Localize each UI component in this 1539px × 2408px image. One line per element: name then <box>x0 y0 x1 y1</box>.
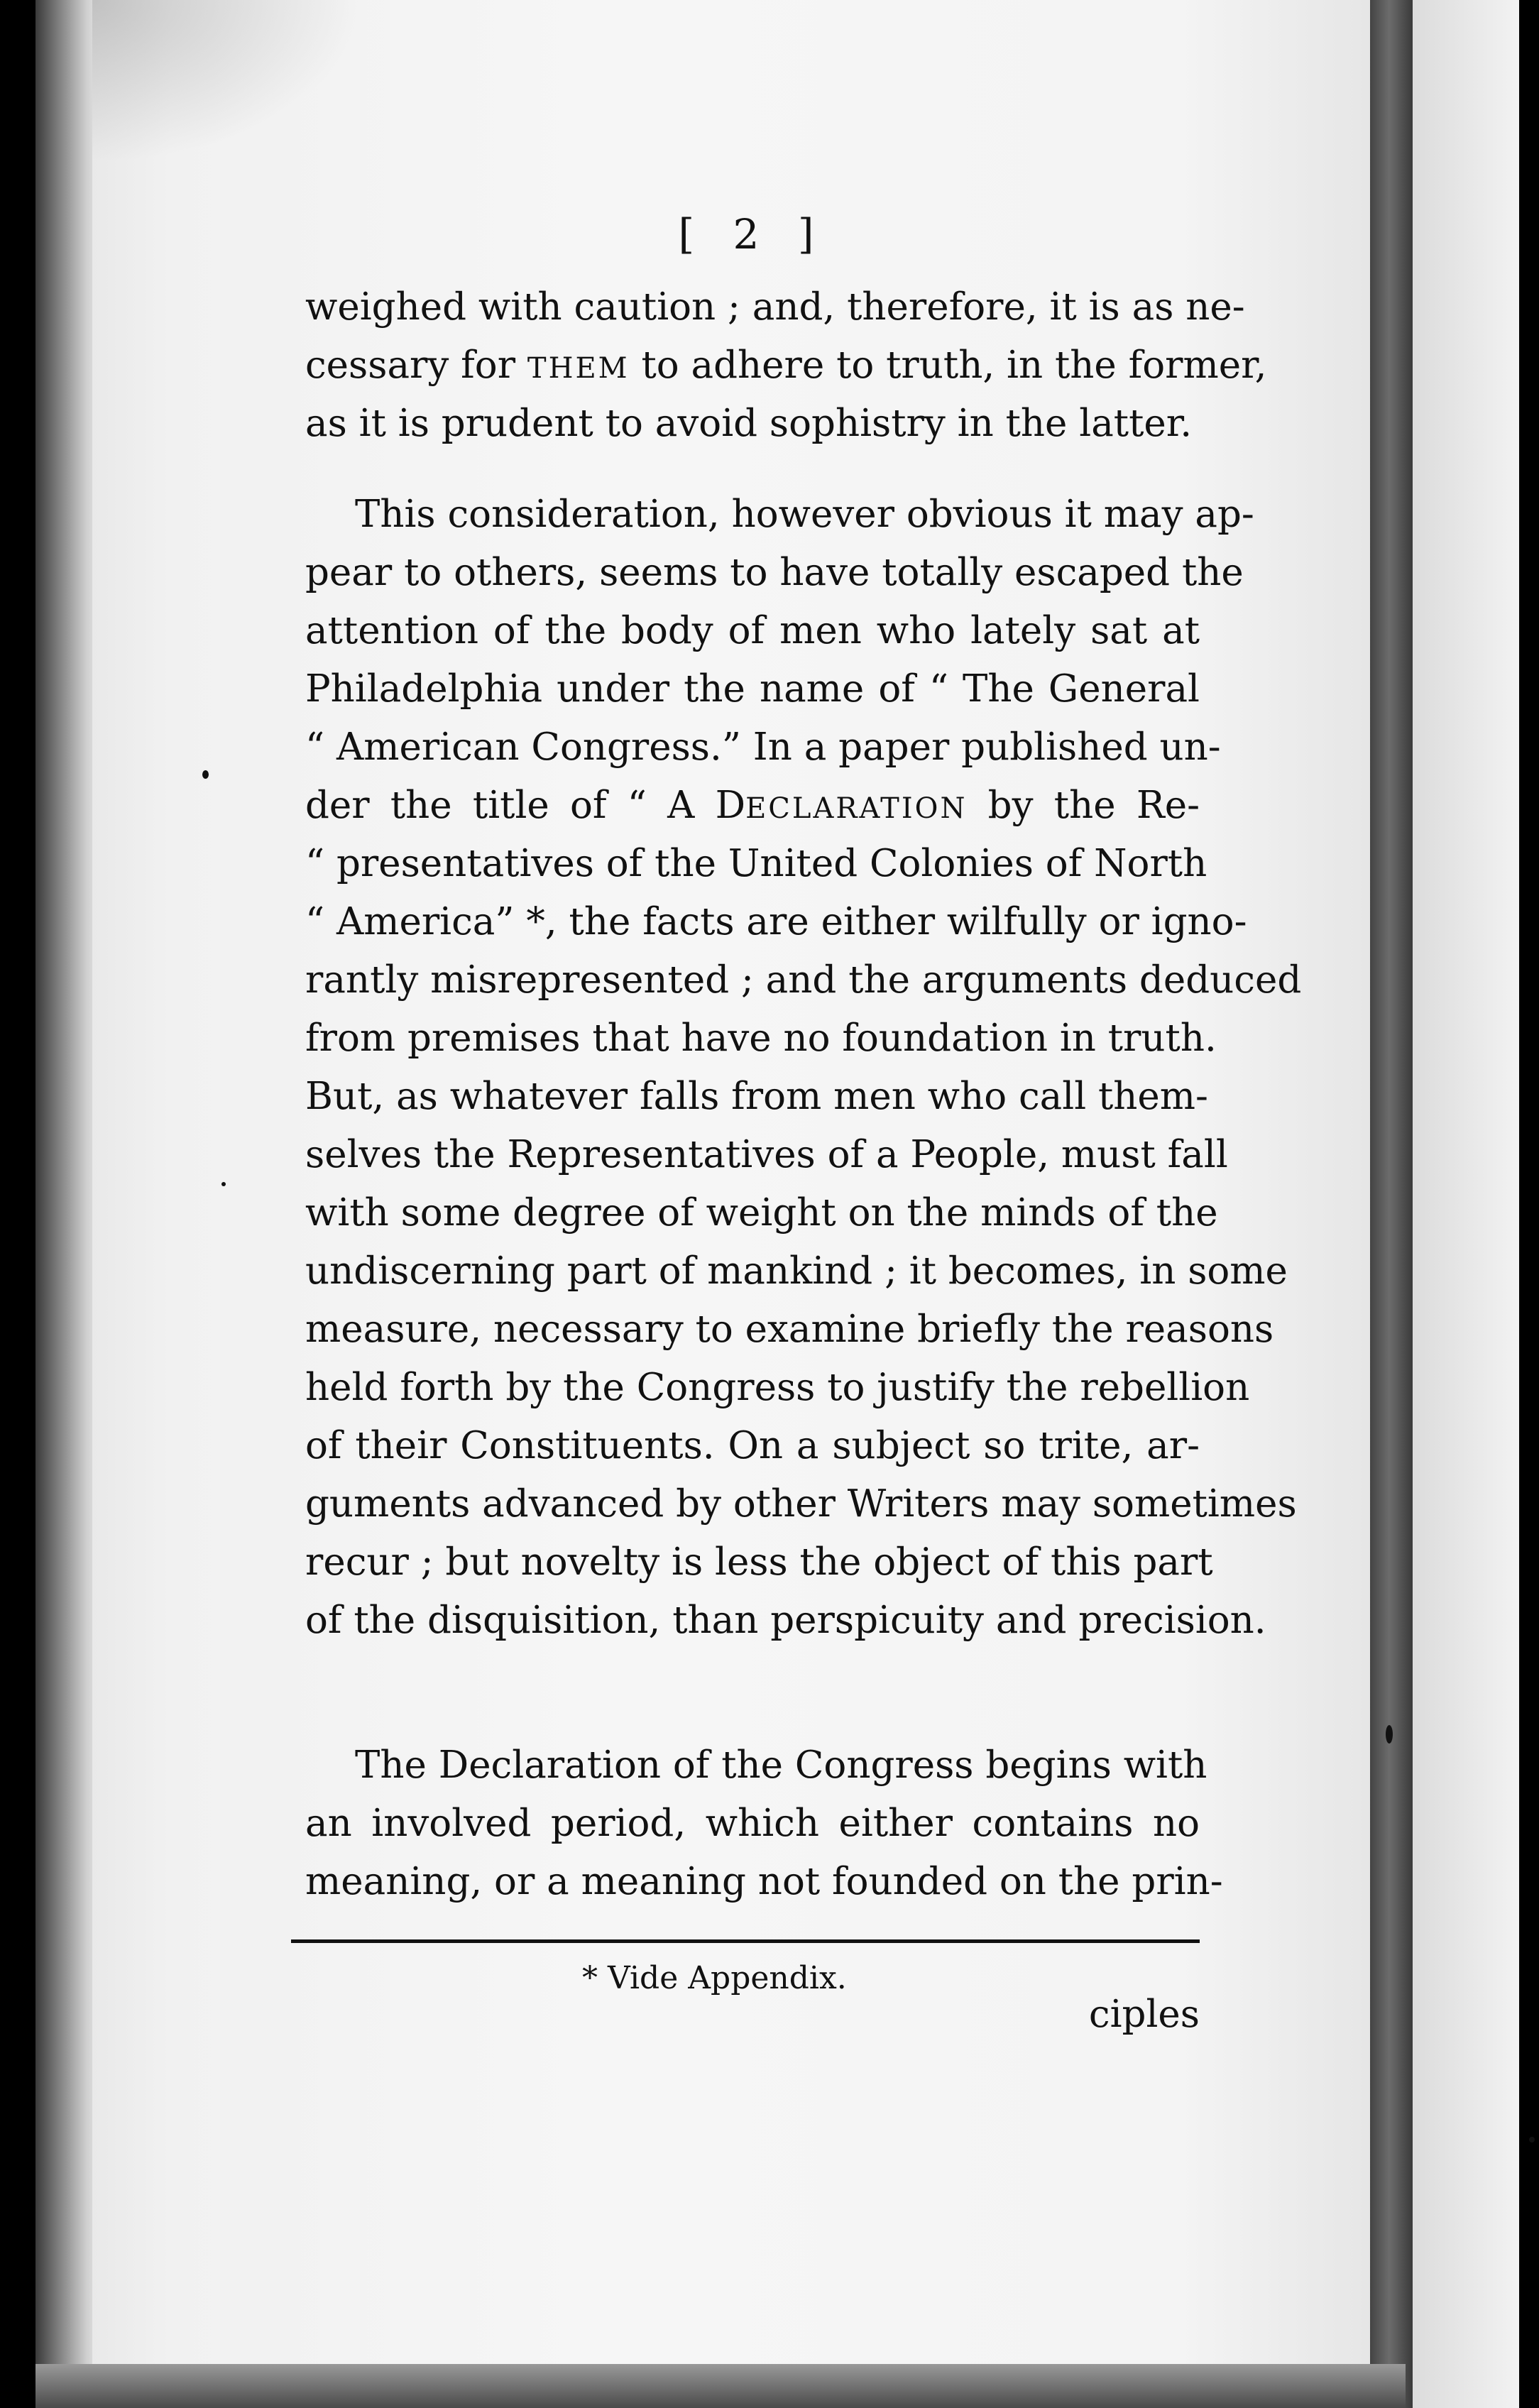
catchword: ciples <box>1088 1993 1200 2036</box>
paragraph-continuation <box>305 278 1267 453</box>
text-line: This consideration, however obvious it may ap- <box>355 493 1254 536</box>
text-line: as it is prudent to avoid sophistry in the latter. <box>305 402 1193 445</box>
text-line: weighed with caution ; and, therefore, it is as ne- <box>305 285 1245 329</box>
text-line: undiscerning part of mankind ; it becomes, in some <box>305 1249 1288 1293</box>
corner-stain <box>92 0 362 163</box>
text-line: recur ; but novelty is less the object of this part <box>305 1540 1213 1584</box>
binding-shadow <box>35 0 99 2408</box>
text-line: with some degree of weight on the minds of the <box>305 1191 1218 1235</box>
small-caps-word: ECLARATION <box>745 792 968 825</box>
text-line: measure, necessary to examine briefly the reasons <box>305 1308 1274 1351</box>
paragraph-consideration <box>305 486 1302 1650</box>
ink-speck <box>1529 2137 1535 2142</box>
text-line: der the title of “ A DECLARATION by the Re- <box>305 784 1200 827</box>
text-line: “ presentatives of the United Colonies of North <box>305 842 1207 885</box>
ink-speck <box>1386 1725 1393 1744</box>
paragraph-declaration <box>305 1736 1223 1911</box>
text-line: of the disquisition, than perspicuity and precision. <box>305 1599 1266 1642</box>
facing-page-edge <box>1413 0 1519 2408</box>
text-line: pear to others, seems to have totally escaped the <box>305 551 1244 594</box>
text-line: “ American Congress.” In a paper published un- <box>305 726 1221 769</box>
text-line: The Declaration of the Congress begins with <box>355 1744 1207 1787</box>
scan-left-border <box>0 0 35 2408</box>
text-line: held forth by the Congress to justify the rebellion <box>305 1366 1250 1409</box>
scan-right-border <box>1519 0 1539 2408</box>
page-bottom-edge <box>35 2364 1406 2408</box>
text-line: of their Constituents. On a subject so trite, ar- <box>305 1424 1200 1467</box>
text-line: rantly misrepresented ; and the arguments deduced <box>305 958 1302 1002</box>
text-line: attention of the body of men who lately sat at <box>305 609 1200 652</box>
text-line: an involved period, which either contains no <box>305 1802 1200 1845</box>
small-caps-word: THEM <box>527 352 630 385</box>
ink-speck <box>202 770 209 779</box>
footnote-rule <box>291 1939 1200 1943</box>
footnote: * Vide Appendix. <box>582 1960 847 1996</box>
text-line: But, as whatever falls from men who call them- <box>305 1075 1208 1118</box>
text-line: “ America” *, the facts are either wilfully or igno- <box>305 900 1247 943</box>
page-number: [ 2 ] <box>678 210 827 258</box>
text-line: guments advanced by other Writers may sometimes <box>305 1482 1297 1526</box>
text-line: meaning, or a meaning not founded on the prin- <box>305 1860 1223 1903</box>
ink-speck <box>221 1182 226 1186</box>
text-line: cessary for THEM to adhere to truth, in the former, <box>305 344 1267 387</box>
text-line: selves the Representatives of a People, must fall <box>305 1133 1228 1176</box>
book-gutter <box>1370 0 1413 2408</box>
text-line: Philadelphia under the name of “ The General <box>305 667 1200 711</box>
text-line: from premises that have no foundation in truth. <box>305 1017 1217 1060</box>
